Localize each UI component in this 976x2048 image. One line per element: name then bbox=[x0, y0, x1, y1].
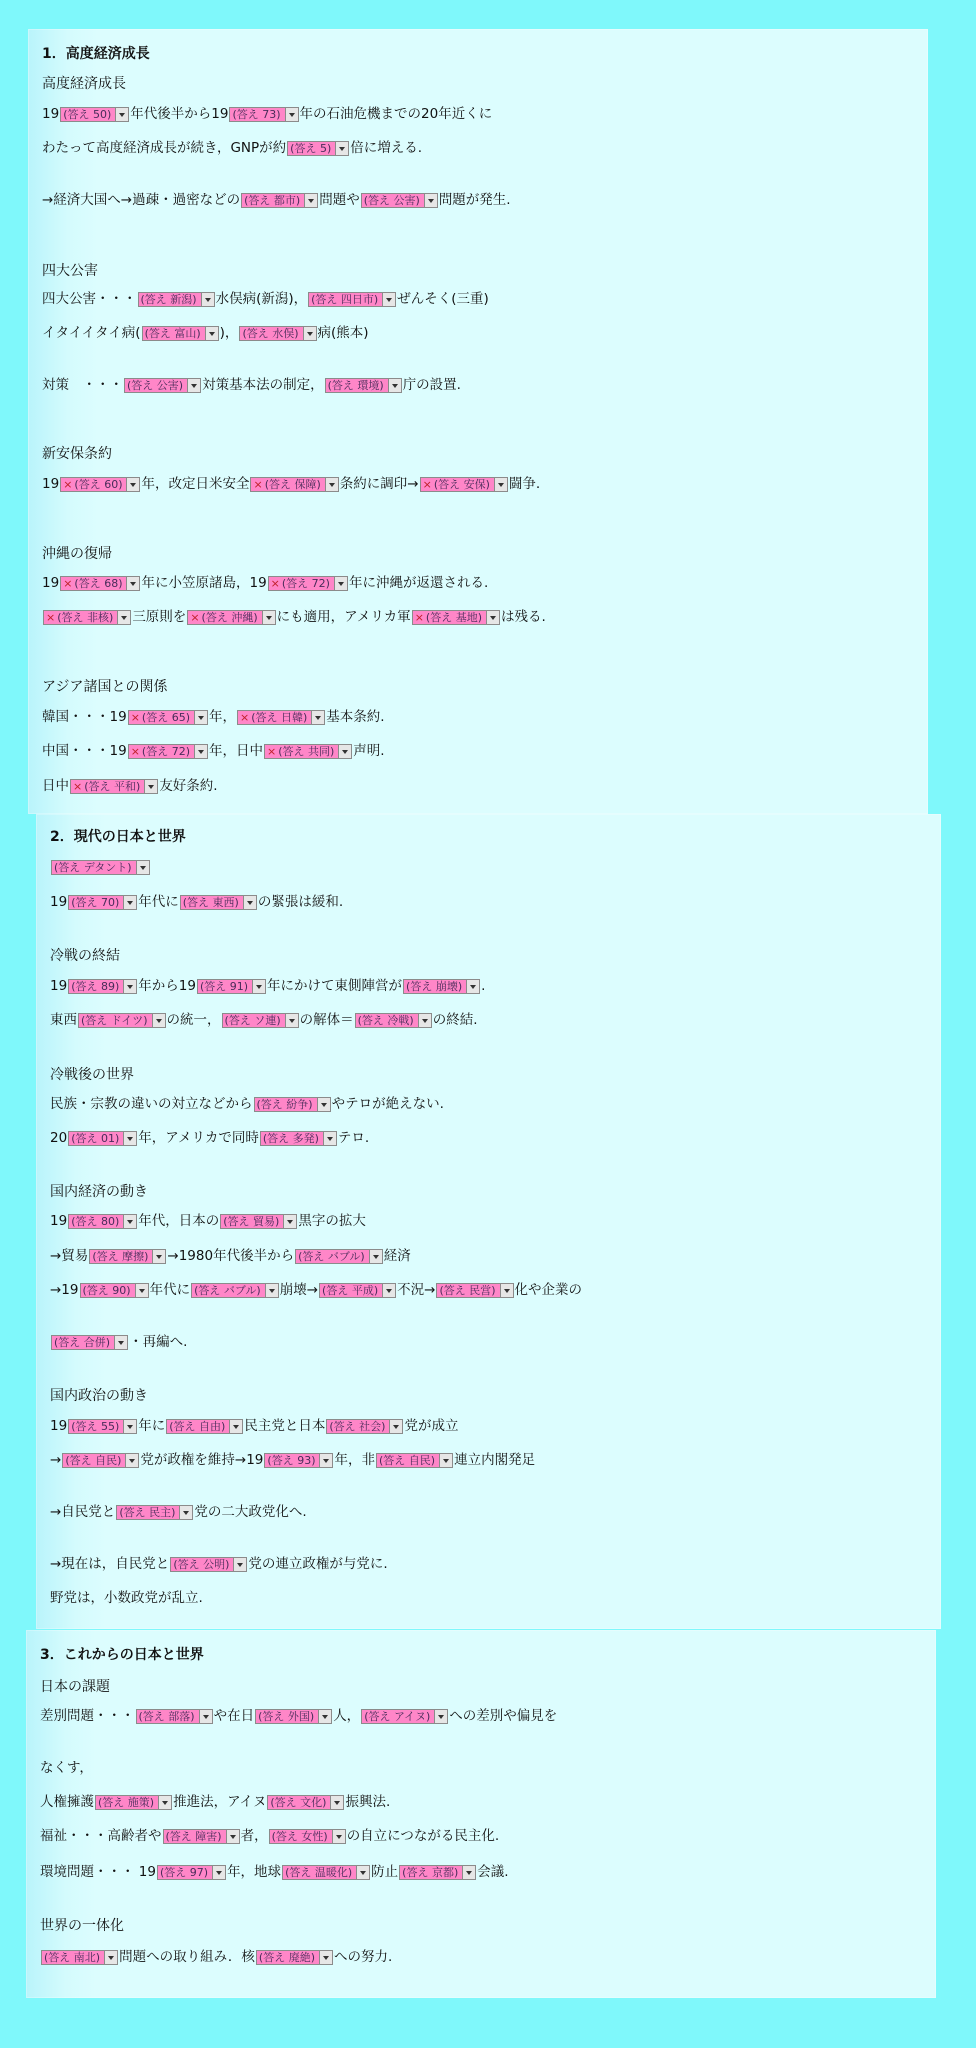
s2-line-11: → (答え 自民) 党が政権を維持→19 (答え 93) 年，非 (答え 自民) 連立内閣発足 bbox=[50, 1452, 536, 1468]
answer-select[interactable]: (答え 91) bbox=[197, 979, 266, 994]
answer-select[interactable]: (答え 環境) bbox=[325, 378, 402, 393]
s2-line-10: 19 (答え 55) 年に (答え 自由) 民主党と日本 (答え 社会) 党が成立 bbox=[50, 1418, 459, 1434]
answer-select[interactable]: (答え 都市) bbox=[241, 193, 318, 208]
s2-line-1: 19 (答え 70) 年代に (答え 東西) の緊張は緩和. bbox=[50, 894, 344, 910]
s3-line-2: なくす， bbox=[40, 1760, 93, 1776]
s3-line-5: 環境問題・・・ 19 (答え 97) 年，地球 (答え 温暖化) 防止 (答え 京都) 会議. bbox=[40, 1864, 509, 1880]
s1-line-12: 日中 × (答え 平和) 友好条約. bbox=[42, 778, 218, 794]
wrong-mark: × bbox=[46, 610, 56, 624]
answer-select[interactable]: × (答え 60) bbox=[60, 477, 140, 492]
section-3-panel bbox=[26, 1630, 936, 1998]
dropdown-arrow-icon[interactable] bbox=[285, 108, 298, 121]
answer-select[interactable]: (答え 公害) bbox=[124, 378, 201, 393]
dropdown-arrow-icon[interactable] bbox=[194, 711, 207, 724]
dropdown-arrow-icon[interactable] bbox=[135, 1284, 148, 1297]
s1-line-11: 中国・・・19 × (答え 72) 年，日中 × (答え 共同) 声明. bbox=[42, 743, 385, 759]
answer-select[interactable]: (答え 公明) bbox=[170, 1557, 247, 1572]
answer-select[interactable]: × (答え 沖縄) bbox=[187, 610, 275, 625]
answer-select[interactable]: (答え 部落) bbox=[136, 1709, 213, 1724]
s1-line-2: わたって高度経済成長が続き，GNPが約 (答え 5) 倍に増える. bbox=[42, 140, 423, 156]
dropdown-arrow-icon[interactable] bbox=[226, 1830, 239, 1843]
dropdown-arrow-icon[interactable] bbox=[303, 327, 316, 340]
answer-select[interactable]: (答え 50) bbox=[60, 107, 129, 122]
answer-select[interactable]: (答え 温暖化) bbox=[282, 1865, 370, 1880]
s3-line-4: 福祉・・・高齢者や (答え 障害) 者， (答え 女性) の自立につながる民主化. bbox=[40, 1828, 500, 1844]
answer-select[interactable]: (答え デタント) bbox=[51, 860, 150, 875]
answer-select[interactable]: (答え 多発) bbox=[260, 1131, 337, 1146]
dropdown-arrow-icon[interactable] bbox=[212, 1866, 225, 1879]
dropdown-arrow-icon[interactable] bbox=[388, 379, 401, 392]
answer-select[interactable]: × (答え 68) bbox=[60, 576, 140, 591]
dropdown-arrow-icon[interactable] bbox=[126, 577, 139, 590]
s2-line-3: 東西 (答え ドイツ) の統一， (答え ソ連) の解体＝ (答え 冷戦) の終結. bbox=[50, 1012, 478, 1028]
dropdown-arrow-icon[interactable] bbox=[439, 1454, 452, 1467]
answer-select[interactable]: (答え 社会) bbox=[326, 1419, 403, 1434]
subheading-high-growth: 高度経済成長 bbox=[42, 76, 126, 92]
dropdown-arrow-icon[interactable] bbox=[123, 896, 136, 909]
answer-select[interactable]: × (答え 安保) bbox=[420, 477, 508, 492]
dropdown-arrow-icon[interactable] bbox=[466, 980, 479, 993]
s2-line-7: →貿易 (答え 摩擦) →1980年代後半から (答え バブル) 経済 bbox=[50, 1248, 411, 1264]
s1-line-7: 19 × (答え 60) 年，改定日米安全 × (答え 保障) 条約に調印→ × (答え 安保) 闘争. bbox=[42, 476, 541, 492]
answer-select[interactable]: (答え 富山) bbox=[142, 326, 219, 341]
dropdown-arrow-icon[interactable] bbox=[123, 1215, 136, 1228]
wrong-mark: × bbox=[130, 744, 140, 758]
answer-select[interactable]: (答え 公害) bbox=[361, 193, 438, 208]
wrong-mark: × bbox=[414, 610, 424, 624]
subheading-post-cold-war: 冷戦後の世界 bbox=[50, 1067, 134, 1083]
wrong-mark: × bbox=[239, 710, 250, 724]
wrong-mark: × bbox=[422, 477, 432, 491]
wrong-mark: × bbox=[266, 744, 277, 758]
answer-select[interactable]: × (答え 65) bbox=[128, 710, 208, 725]
dropdown-arrow-icon[interactable] bbox=[152, 1014, 165, 1027]
answer-select[interactable]: (答え 摩擦) bbox=[89, 1249, 166, 1264]
subheading-globalization: 世界の一体化 bbox=[40, 1918, 124, 1934]
answer-select[interactable]: (答え 55) bbox=[68, 1419, 137, 1434]
dropdown-arrow-icon[interactable] bbox=[311, 711, 324, 724]
dropdown-arrow-icon[interactable] bbox=[114, 1336, 127, 1349]
dropdown-arrow-icon[interactable] bbox=[434, 1710, 447, 1723]
dropdown-arrow-icon[interactable] bbox=[369, 1250, 382, 1263]
s1-line-8: 19 × (答え 68) 年に小笠原諸島，19 × (答え 72) 年に沖縄が返還される. bbox=[42, 575, 489, 591]
dropdown-arrow-icon[interactable] bbox=[418, 1014, 431, 1027]
dropdown-arrow-icon[interactable] bbox=[356, 1866, 369, 1879]
dropdown-arrow-icon[interactable] bbox=[233, 1558, 246, 1571]
s2-line-2: 19 (答え 89) 年から19 (答え 91) 年にかけて東側陣営が (答え 崩壊) . bbox=[50, 978, 486, 994]
dropdown-arrow-icon[interactable] bbox=[382, 293, 395, 306]
dropdown-arrow-icon[interactable] bbox=[243, 896, 256, 909]
wrong-mark: × bbox=[73, 779, 83, 793]
dropdown-arrow-icon[interactable] bbox=[104, 1951, 117, 1964]
answer-select[interactable]: (答え 合併) bbox=[51, 1335, 128, 1350]
answer-select[interactable]: (答え 自民) bbox=[376, 1453, 453, 1468]
dropdown-arrow-icon[interactable] bbox=[318, 1710, 331, 1723]
answer-select[interactable]: × (答え 基地) bbox=[412, 610, 500, 625]
dropdown-arrow-icon[interactable] bbox=[494, 478, 507, 491]
s3-line-6: (答え 南北) 問題への取り組み．核 (答え 廃絶) への努力. bbox=[40, 1949, 392, 1966]
answer-select[interactable]: × (答え 72) bbox=[128, 744, 208, 759]
s2-line-12: →自民党と (答え 民主) 党の二大政党化へ. bbox=[50, 1504, 307, 1520]
s2-line-9: (答え 合併) ・再編へ. bbox=[50, 1334, 187, 1351]
dropdown-arrow-icon[interactable] bbox=[179, 1506, 192, 1519]
answer-select[interactable]: (答え 97) bbox=[157, 1865, 226, 1880]
dropdown-arrow-icon[interactable] bbox=[424, 194, 437, 207]
answer-select[interactable]: × (答え 非核) bbox=[43, 610, 131, 625]
dropdown-arrow-icon[interactable] bbox=[323, 1132, 336, 1145]
answer-select[interactable]: (答え 新潟) bbox=[138, 292, 215, 307]
s1-line-6: 対策 ・・・ (答え 公害) 対策基本法の制定， (答え 環境) 庁の設置. bbox=[42, 377, 461, 393]
dropdown-arrow-icon[interactable] bbox=[125, 1454, 138, 1467]
dropdown-arrow-icon[interactable] bbox=[319, 1951, 332, 1964]
answer-select[interactable]: (答え 京都) bbox=[399, 1865, 476, 1880]
dropdown-arrow-icon[interactable] bbox=[229, 1420, 242, 1433]
s1-line-4: 四大公害・・・ (答え 新潟) 水俣病(新潟)， (答え 四日市) ぜんそく(三重) bbox=[42, 291, 489, 307]
dropdown-arrow-icon[interactable] bbox=[319, 1454, 332, 1467]
dropdown-arrow-icon[interactable] bbox=[152, 1250, 165, 1263]
subheading-security-treaty: 新安保条約 bbox=[42, 446, 112, 462]
subheading-asia-relations: アジア諸国との関係 bbox=[42, 679, 168, 695]
subheading-domestic-economy: 国内経済の動き bbox=[50, 1184, 148, 1200]
answer-select[interactable]: (答え 73) bbox=[229, 107, 298, 122]
dropdown-arrow-icon[interactable] bbox=[262, 611, 275, 624]
answer-select[interactable]: (答え 外国) bbox=[255, 1709, 332, 1724]
s2-line-5: 20 (答え 01) 年，アメリカで同時 (答え 多発) テロ. bbox=[50, 1130, 370, 1146]
dropdown-arrow-icon[interactable] bbox=[486, 611, 499, 624]
answer-select[interactable]: (答え 01) bbox=[68, 1131, 137, 1146]
s2-line-4: 民族・宗教の違いの対立などから (答え 紛争) やテロが絶えない. bbox=[50, 1096, 444, 1112]
dropdown-arrow-icon[interactable] bbox=[126, 478, 139, 491]
s2-line-8: →19 (答え 90) 年代に (答え バブル) 崩壊→ (答え 平成) 不況→ (答え 民営) 化や企業の bbox=[50, 1282, 583, 1298]
subheading-domestic-politics: 国内政治の動き bbox=[50, 1388, 148, 1404]
answer-select[interactable]: (答え 障害) bbox=[163, 1829, 240, 1844]
s3-line-3: 人権擁護 (答え 施策) 推進法，アイヌ (答え 文化) 振興法. bbox=[40, 1794, 391, 1810]
answer-select[interactable]: (答え 70) bbox=[68, 895, 137, 910]
answer-select[interactable]: (答え 93) bbox=[264, 1453, 333, 1468]
section-3-title: 3．これからの日本と世界 bbox=[40, 1647, 204, 1663]
s1-line-1: 19 (答え 50) 年代後半から19 (答え 73) 年の石油危機までの20年近くに bbox=[42, 106, 493, 122]
answer-select[interactable]: (答え 貿易) bbox=[220, 1214, 297, 1229]
dropdown-arrow-icon[interactable] bbox=[332, 1830, 345, 1843]
answer-select[interactable]: (答え 民主) bbox=[116, 1505, 193, 1520]
s1-line-5: イタイイタイ病( (答え 富山) )， (答え 水俣) 病(熊本) bbox=[42, 325, 369, 341]
s2-line-14: 野党は，小数政党が乱立. bbox=[50, 1590, 203, 1606]
wrong-mark: × bbox=[63, 477, 73, 491]
dropdown-arrow-icon[interactable] bbox=[500, 1284, 513, 1297]
answer-select[interactable]: (答え 文化) bbox=[267, 1795, 344, 1810]
answer-select[interactable]: (答え 5) bbox=[287, 141, 349, 156]
dropdown-arrow-icon[interactable] bbox=[187, 379, 200, 392]
answer-select[interactable]: (答え 80) bbox=[68, 1214, 137, 1229]
dropdown-arrow-icon[interactable] bbox=[325, 478, 338, 491]
answer-select[interactable]: (答え 紛争) bbox=[254, 1097, 331, 1112]
answer-select[interactable]: (答え 東西) bbox=[180, 895, 257, 910]
dropdown-arrow-icon[interactable] bbox=[330, 1796, 343, 1809]
subheading-four-pollution: 四大公害 bbox=[42, 263, 98, 279]
answer-select[interactable]: (答え ドイツ) bbox=[78, 1013, 166, 1028]
subheading-japan-issues: 日本の課題 bbox=[40, 1679, 110, 1695]
dropdown-arrow-icon[interactable] bbox=[115, 108, 128, 121]
wrong-mark: × bbox=[130, 710, 140, 724]
dropdown-arrow-icon[interactable] bbox=[382, 1284, 395, 1297]
answer-select[interactable]: × (答え 保障) bbox=[250, 477, 338, 492]
wrong-mark: × bbox=[190, 610, 200, 624]
answer-select[interactable]: (答え バブル) bbox=[191, 1283, 279, 1298]
dropdown-arrow-icon[interactable] bbox=[265, 1284, 278, 1297]
answer-select[interactable]: (答え 民営) bbox=[436, 1283, 513, 1298]
answer-select[interactable]: (答え 崩壊) bbox=[403, 979, 480, 994]
dropdown-arrow-icon[interactable] bbox=[338, 745, 351, 758]
section-1-title: 1．高度経済成長 bbox=[42, 46, 150, 62]
subheading-cold-war-end: 冷戦の終結 bbox=[50, 948, 120, 964]
dropdown-arrow-icon[interactable] bbox=[389, 1420, 402, 1433]
answer-select[interactable]: (答え 廃絶) bbox=[256, 1950, 333, 1965]
s1-line-10: 韓国・・・19 × (答え 65) 年， × (答え 日韓) 基本条約. bbox=[42, 709, 385, 725]
subheading-okinawa: 沖縄の復帰 bbox=[42, 546, 112, 562]
answer-select[interactable]: (答え 冷戦) bbox=[355, 1013, 432, 1028]
answer-select[interactable]: (答え アイヌ) bbox=[361, 1709, 448, 1724]
dropdown-arrow-icon[interactable] bbox=[123, 1132, 136, 1145]
answer-select[interactable]: (答え 90) bbox=[80, 1283, 149, 1298]
section-2-title: 2．現代の日本と世界 bbox=[50, 829, 186, 845]
wrong-mark: × bbox=[63, 576, 73, 590]
s1-line-3: →経済大国へ→過疎・過密などの (答え 都市) 問題や (答え 公害) 問題が発生. bbox=[42, 192, 511, 208]
dropdown-arrow-icon[interactable] bbox=[136, 861, 149, 874]
s2-line-6: 19 (答え 80) 年代，日本の (答え 貿易) 黒字の拡大 bbox=[50, 1213, 366, 1229]
dropdown-arrow-icon[interactable] bbox=[335, 142, 348, 155]
answer-select[interactable]: × (答え 平和) bbox=[70, 779, 158, 794]
dropdown-arrow-icon[interactable] bbox=[199, 1710, 212, 1723]
dropdown-arrow-icon[interactable] bbox=[205, 327, 218, 340]
section-1-panel bbox=[28, 29, 928, 814]
dropdown-arrow-icon[interactable] bbox=[201, 293, 214, 306]
dropdown-arrow-icon[interactable] bbox=[317, 1098, 330, 1111]
dropdown-arrow-icon[interactable] bbox=[304, 194, 317, 207]
answer-select[interactable]: (答え 89) bbox=[68, 979, 137, 994]
s1-line-9: × (答え 非核) 三原則を × (答え 沖縄) にも適用，アメリカ軍 × (答え 基地) は残る. bbox=[42, 609, 592, 626]
wrong-mark: × bbox=[253, 477, 263, 491]
answer-select[interactable]: × (答え 72) bbox=[268, 576, 348, 591]
dropdown-arrow-icon[interactable] bbox=[462, 1866, 475, 1879]
dropdown-arrow-icon[interactable] bbox=[123, 1420, 136, 1433]
dropdown-arrow-icon[interactable] bbox=[283, 1215, 296, 1228]
dropdown-arrow-icon[interactable] bbox=[117, 611, 130, 624]
answer-select[interactable]: × (答え 共同) bbox=[264, 744, 352, 759]
answer-select[interactable]: (答え 南北) bbox=[41, 1950, 118, 1965]
answer-select[interactable]: (答え 水俣) bbox=[239, 326, 316, 341]
dropdown-arrow-icon[interactable] bbox=[252, 980, 265, 993]
answer-select[interactable]: (答え ソ連) bbox=[222, 1013, 299, 1028]
answer-select[interactable]: (答え 自由) bbox=[166, 1419, 243, 1434]
dropdown-arrow-icon[interactable] bbox=[194, 745, 207, 758]
s2-line-13: →現在は，自民党と (答え 公明) 党の連立政権が与党に. bbox=[50, 1556, 388, 1572]
section-2-panel bbox=[36, 814, 941, 1629]
answer-select[interactable]: × (答え 日韓) bbox=[237, 710, 325, 725]
answer-select[interactable]: (答え バブル) bbox=[295, 1249, 383, 1264]
s3-line-1: 差別問題・・・ (答え 部落) や在日 (答え 外国) 人， (答え アイヌ) への差別や偏見を bbox=[40, 1708, 558, 1724]
answer-select[interactable]: (答え 四日市) bbox=[308, 292, 396, 307]
answer-select[interactable]: (答え 施策) bbox=[95, 1795, 172, 1810]
dropdown-arrow-icon[interactable] bbox=[144, 780, 157, 793]
s2-line-0 bbox=[50, 859, 151, 876]
answer-select[interactable]: (答え 自民) bbox=[62, 1453, 139, 1468]
dropdown-arrow-icon[interactable] bbox=[334, 577, 347, 590]
dropdown-arrow-icon[interactable] bbox=[123, 980, 136, 993]
dropdown-arrow-icon[interactable] bbox=[158, 1796, 171, 1809]
wrong-mark: × bbox=[270, 576, 280, 590]
answer-select[interactable]: (答え 女性) bbox=[269, 1829, 346, 1844]
answer-select[interactable]: (答え 平成) bbox=[319, 1283, 396, 1298]
dropdown-arrow-icon[interactable] bbox=[285, 1014, 298, 1027]
